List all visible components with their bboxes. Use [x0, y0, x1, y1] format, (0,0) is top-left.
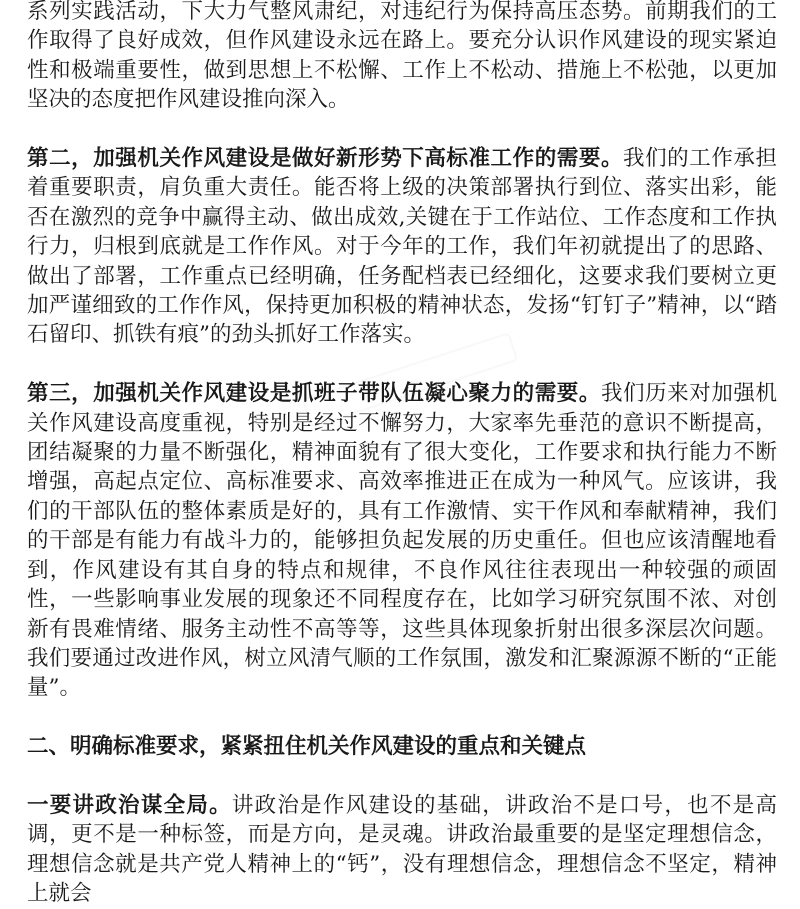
paragraph-section-two: [27, 144, 777, 350]
section-three-body: 我们历来对加强机关作风建设高度重视，特别是经过不懈努力，大家率先垂范的意识不断提高，团结凝聚的力量不断强化，精神面貌有了很大变化，工作要求和执行能力不断增强，高起点定位、高标准要求、高效率推进正在成为一种风气。应该讲，我们的干部队伍的整体素质是好的，具有工作激情、实干作风和奉献精神，我们的干部是有能力有战斗力的，能够担负起发展的历史重任。但也应该清醒地看到，作风建设有其自身的特点和规律，不良作风往往表现出一种较强的顽固性，一些影响事业发展的现象还不同程度存在，比如学习研究氛围不浓、对创新有畏难情绪、服务主动性不高等等，这些具体现象折射出很多深层次问题。我们要通过改进作风，树立风清气顺的工作氛围，激发和汇聚源源不断的“正能量”。: [27, 381, 777, 701]
section-three-lead: 第三，加强机关作风建设是抓班子带队伍凝心聚力的需要。: [27, 381, 601, 407]
paragraph-intro-text: 系列实践活动，下大力气整风肃纪，对违纪行为保持高压态势。前期我们的工作取得了良好成效，但作风建设永远在路上。要充分认识作风建设的现实紧迫性和极端重要性，做到思想上不松懈、工作上不松动、措施上不松弛，以更加坚决的态度把作风建设推向深入。: [27, 0, 777, 113]
section-two-lead: 第二，加强机关作风建设是做好新形势下高标准工作的需要。: [27, 146, 624, 172]
point-one-body: 讲政治是作风建设的基础，讲政治不是口号，也不是高调，更不是一种标签，而是方向，是灵魂。讲政治最重要的是坚定理想信念，理想信念就是共产党人精神上的“钙”，没有理想信念，理想信念不坚定，精神上就会: [27, 792, 777, 907]
paragraph-point-one: [27, 791, 777, 909]
point-one-lead: 一要讲政治谋全局。: [27, 792, 232, 818]
heading-part-two: 二、明确标准要求，紧紧扭住机关作风建设的重点和关键点: [27, 734, 587, 760]
paragraph-intro-continued: [27, 0, 777, 115]
document-body: [27, 0, 777, 909]
section-two-body: 我们的工作承担着重要职责，肩负重大责任。能否将上级的决策部署执行到位、落实出彩，能否在激烈的竞争中赢得主动、做出成效,关键在于工作站位、工作态度和工作执行力，归根到底就是工作作风。对于今年的工作，我们年初就提出了的思路、做出了部署，工作重点已经明确，任务配档表已经细化，这要求我们要树立更加严谨细致的工作作风，保持更加积极的精神状态，发扬“钉钉子”精神，以“踏石留印、抓铁有痕”的劲头抓好工作落实。: [27, 146, 777, 348]
paragraph-section-three: [27, 379, 777, 702]
